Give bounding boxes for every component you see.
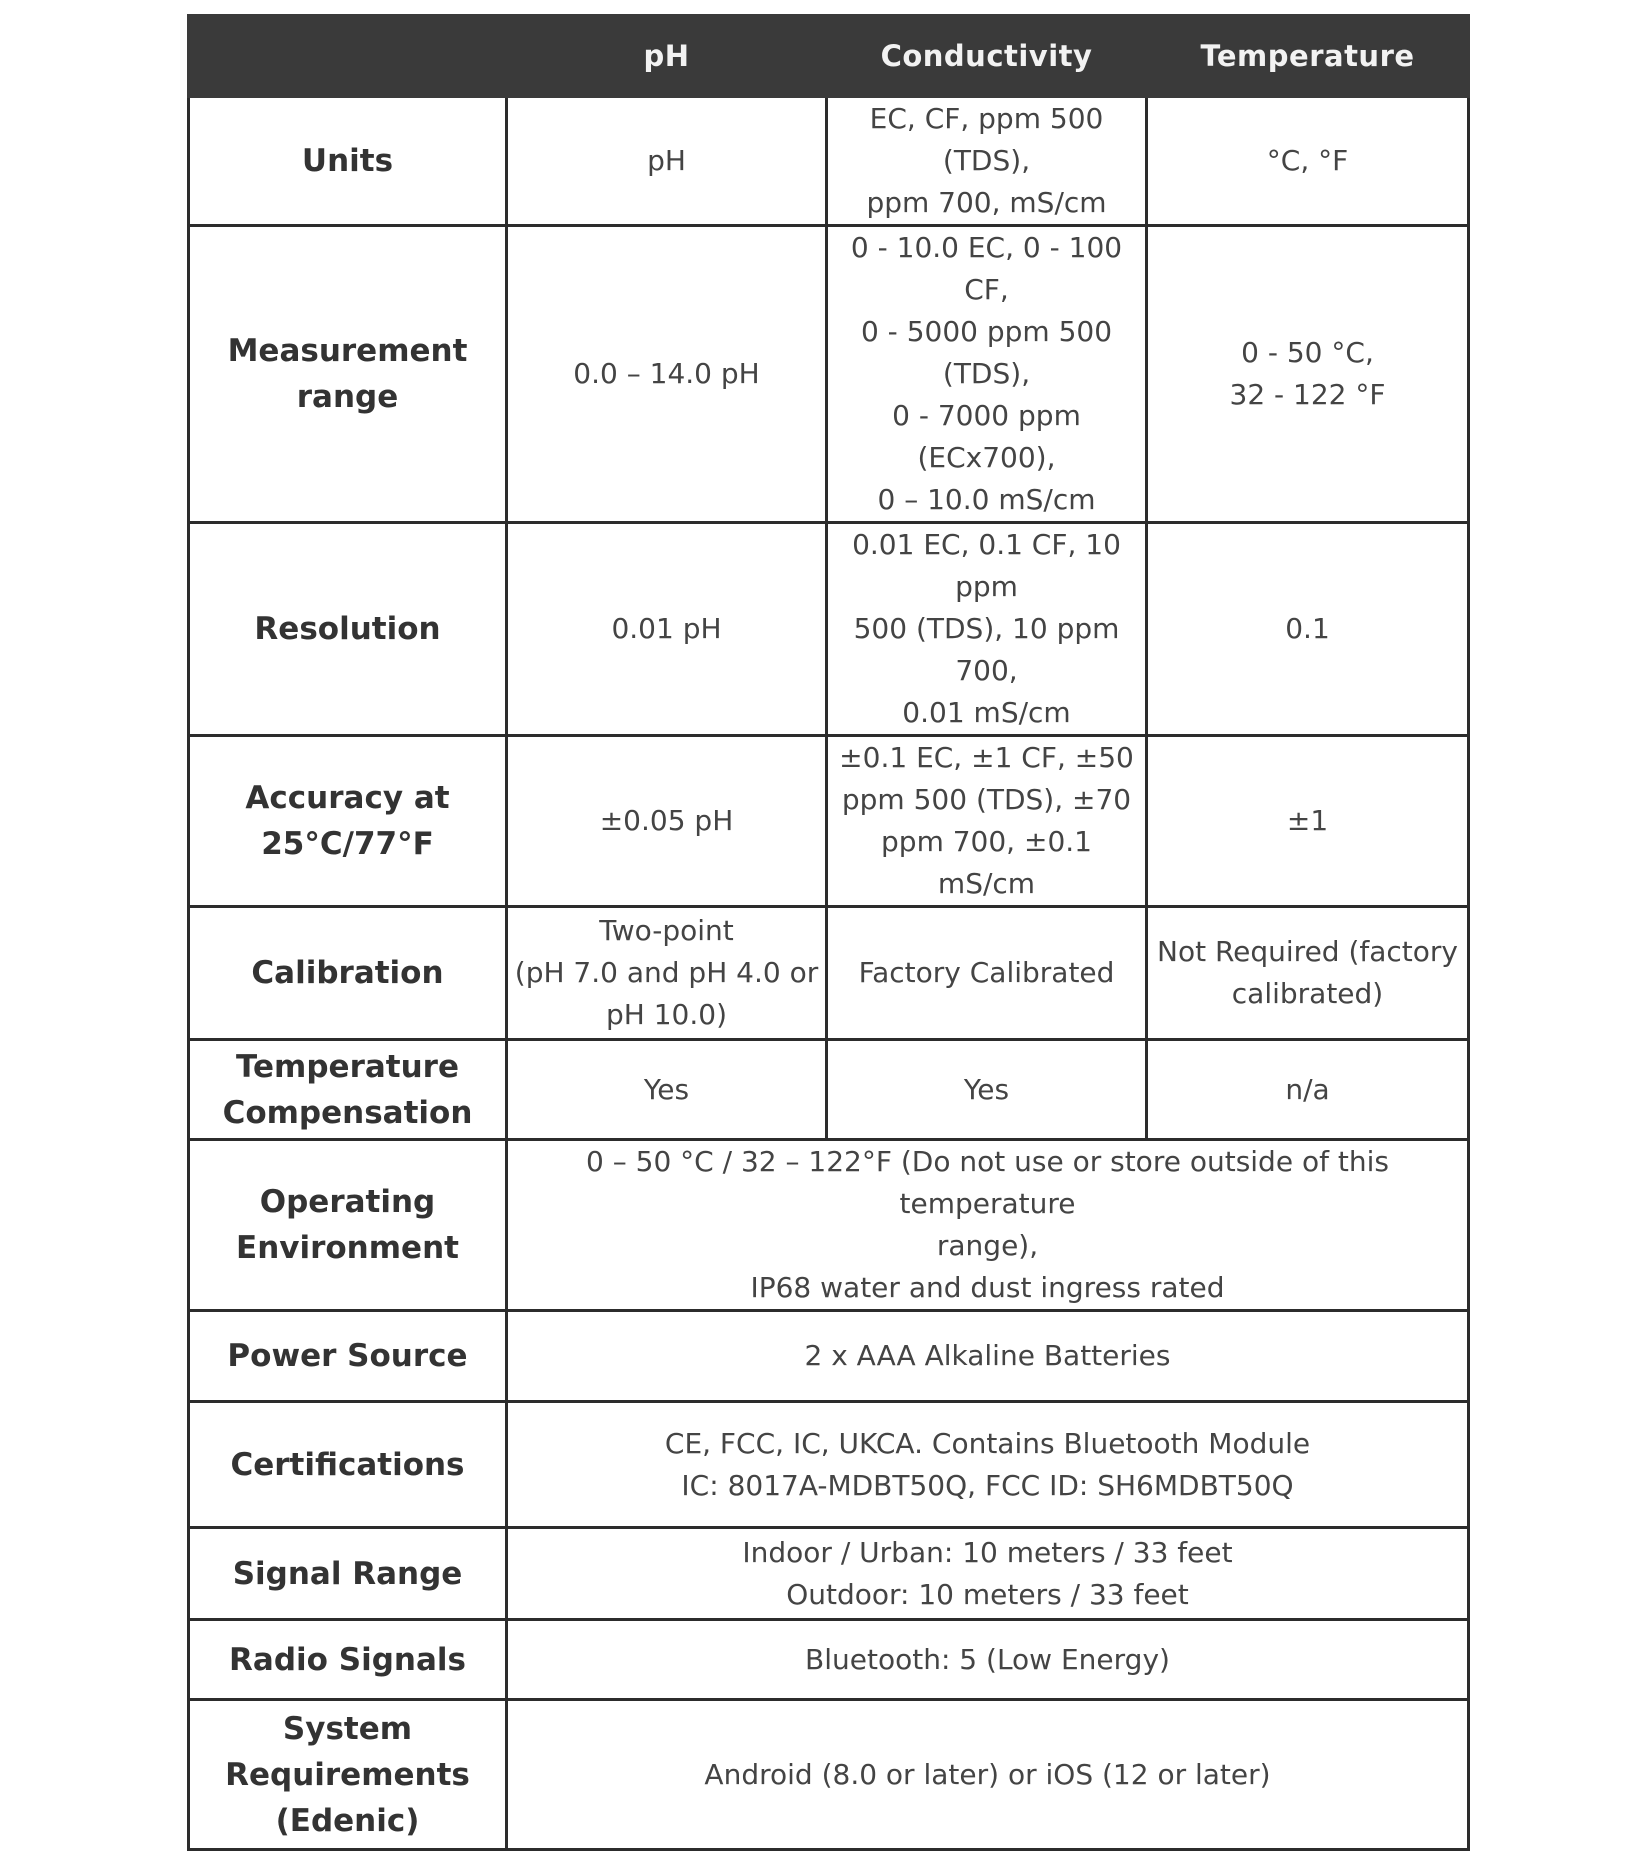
cell-temperature: Not Required (factory calibrated): [1147, 907, 1469, 1040]
row-calibration: [189, 907, 1469, 1040]
spec-table: [187, 14, 1470, 1851]
cell-ph: 0.01 pH: [507, 523, 827, 736]
cell-temperature: 0.1: [1147, 523, 1469, 736]
row-temperature-compensation: [189, 1040, 1469, 1140]
row-accuracy: [189, 736, 1469, 907]
cell-value: Indoor / Urban: 10 meters / 33 feet Outdoor: 10 meters / 33 feet: [507, 1528, 1469, 1620]
header-corner: [189, 16, 507, 97]
cell-conductivity: Yes: [827, 1040, 1147, 1140]
cell-conductivity: ±0.1 EC, ±1 CF, ±50 ppm 500 (TDS), ±70 ppm 700, ±0.1 mS/cm: [827, 736, 1147, 907]
row-label: Power Source: [189, 1311, 507, 1402]
cell-value: 2 x AAA Alkaline Batteries: [507, 1311, 1469, 1402]
row-operating-environment: [189, 1140, 1469, 1311]
cell-value: 0 – 50 °C / 32 – 122°F (Do not use or store outside of this temperature range), IP68 water and dust ingress rated: [507, 1140, 1469, 1311]
cell-temperature: n/a: [1147, 1040, 1469, 1140]
header-conductivity: Conductivity: [827, 16, 1147, 97]
cell-temperature: °C, °F: [1147, 97, 1469, 226]
cell-ph: 0.0 – 14.0 pH: [507, 226, 827, 523]
cell-value: CE, FCC, IC, UKCA. Contains Bluetooth Module IC: 8017A-MDBT50Q, FCC ID: SH6MDBT50Q: [507, 1402, 1469, 1528]
row-label: Calibration: [189, 907, 507, 1040]
row-label: Temperature Compensation: [189, 1040, 507, 1140]
cell-conductivity: EC, CF, ppm 500 (TDS), ppm 700, mS/cm: [827, 97, 1147, 226]
row-resolution: [189, 523, 1469, 736]
row-label: Resolution: [189, 523, 507, 736]
cell-value: Android (8.0 or later) or iOS (12 or later): [507, 1700, 1469, 1850]
table-header: [189, 16, 1469, 97]
cell-conductivity: 0 - 10.0 EC, 0 - 100 CF, 0 - 5000 ppm 500 (TDS), 0 - 7000 ppm (ECx700), 0 – 10.0 mS/cm: [827, 226, 1147, 523]
header-temperature: Temperature: [1147, 16, 1469, 97]
row-radio-signals: [189, 1620, 1469, 1700]
header-row: [189, 16, 1469, 97]
row-label: Measurement range: [189, 226, 507, 523]
cell-ph: Yes: [507, 1040, 827, 1140]
row-system-requirements: [189, 1700, 1469, 1850]
row-certifications: [189, 1402, 1469, 1528]
row-signal-range: [189, 1528, 1469, 1620]
cell-ph: ±0.05 pH: [507, 736, 827, 907]
cell-temperature: ±1: [1147, 736, 1469, 907]
row-measurement-range: [189, 226, 1469, 523]
row-label: Accuracy at 25°C/77°F: [189, 736, 507, 907]
row-label: Signal Range: [189, 1528, 507, 1620]
row-label: Radio Signals: [189, 1620, 507, 1700]
row-units: [189, 97, 1469, 226]
header-ph: pH: [507, 16, 827, 97]
cell-ph: pH: [507, 97, 827, 226]
row-label: Units: [189, 97, 507, 226]
row-label: Operating Environment: [189, 1140, 507, 1311]
cell-conductivity: 0.01 EC, 0.1 CF, 10 ppm 500 (TDS), 10 ppm 700, 0.01 mS/cm: [827, 523, 1147, 736]
cell-conductivity: Factory Calibrated: [827, 907, 1147, 1040]
cell-ph: Two-point (pH 7.0 and pH 4.0 or pH 10.0): [507, 907, 827, 1040]
table-body: [189, 97, 1469, 1850]
row-power-source: [189, 1311, 1469, 1402]
row-label: Certifications: [189, 1402, 507, 1528]
cell-value: Bluetooth: 5 (Low Energy): [507, 1620, 1469, 1700]
row-label: System Requirements (Edenic): [189, 1700, 507, 1850]
cell-temperature: 0 - 50 °C, 32 - 122 °F: [1147, 226, 1469, 523]
